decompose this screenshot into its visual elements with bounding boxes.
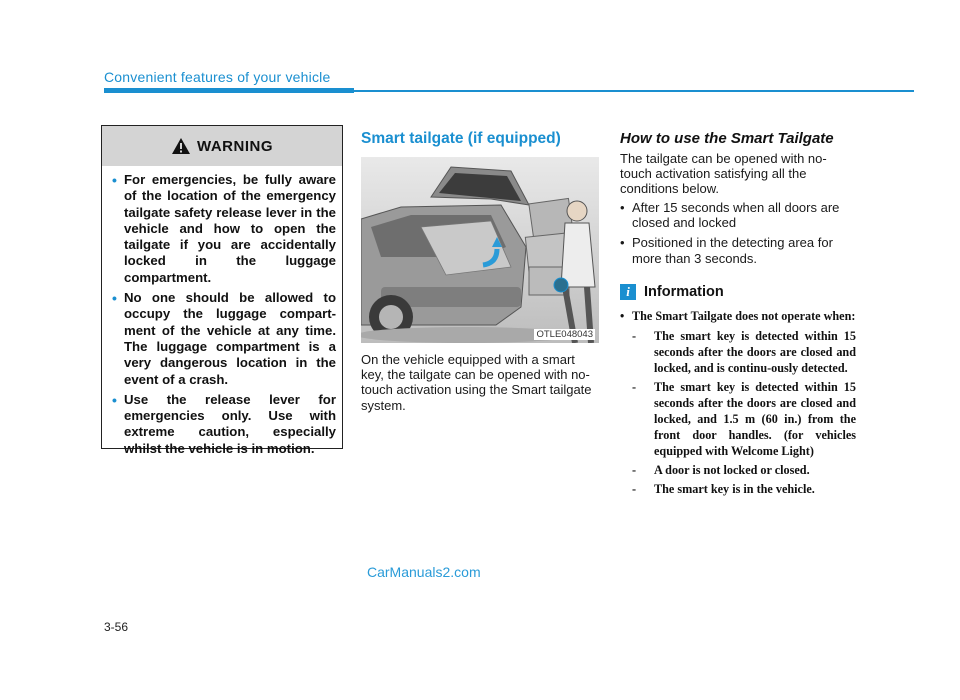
bullet-icon: • <box>620 309 625 323</box>
information-item <box>620 308 856 497</box>
warning-triangle-icon <box>171 137 191 155</box>
warning-item <box>112 290 336 388</box>
condition-item <box>620 235 856 265</box>
conditions-list <box>620 200 856 271</box>
information-subitem <box>632 328 856 376</box>
smart-tailgate-description: On the vehicle equipped with a smart key, the tailgate can be opened with no-touch activation using the Smart tailgate system. <box>361 352 592 413</box>
header-rule-thick <box>104 88 354 93</box>
information-header <box>620 284 724 300</box>
information-lead: The Smart Tailgate does not operate when: <box>632 309 856 323</box>
information-subitem <box>632 379 856 459</box>
bullet-icon: • <box>112 290 117 307</box>
smart-tailgate-heading: Smart tailgate (if equipped) <box>361 130 561 147</box>
how-to-heading: How to use the Smart Tailgate <box>620 130 834 147</box>
warning-item-text: No one should be allowed to occupy the luggage compart-ment of the vehicle at any time. The luggage compartment is a very dangerous location in the event of a crash. <box>124 290 336 387</box>
how-to-intro: The tailgate can be opened with no-touch activation satisfying all the conditions below. <box>620 151 827 197</box>
bullet-icon: • <box>620 200 625 215</box>
warning-list <box>112 172 336 461</box>
warning-item-text: For emergencies, be fully aware of the location of the emergency tailgate safety release lever in the vehicle and how to open the tailgate if you are accidentally locked in the luggage compartment. <box>124 172 336 285</box>
condition-text: After 15 seconds when all doors are closed and locked <box>632 200 840 231</box>
info-icon: i <box>620 284 636 300</box>
information-label: Information <box>644 284 724 300</box>
information-subitem-text: The smart key is detected within 15 seconds after the doors are closed and locked, and 1.5 m (60 in.) from the front door handles. (for vehicles equipped with Welcome Light) <box>654 380 856 458</box>
bullet-icon: • <box>620 235 625 251</box>
information-subitem-text: A door is not locked or closed. <box>654 463 810 477</box>
information-subitem-text: The smart key is in the vehicle. <box>654 482 815 496</box>
warning-box <box>101 125 343 456</box>
information-sublist <box>632 328 856 497</box>
condition-text: Positioned in the detecting area for more than 3 seconds. <box>632 235 833 266</box>
car-tailgate-image <box>361 157 599 343</box>
information-subitem <box>632 481 856 497</box>
bullet-icon: • <box>112 172 117 188</box>
warning-item <box>112 172 336 286</box>
information-subitem-text: The smart key is detected within 15 seconds after the doors are closed and locked, and is continu-ously detected. <box>654 329 856 375</box>
warning-item <box>112 392 336 457</box>
page-number: 3-56 <box>104 620 129 634</box>
information-subitem <box>632 462 856 478</box>
tailgate-illustration <box>361 157 599 343</box>
information-list <box>620 308 856 500</box>
header-rule-thin <box>354 90 914 92</box>
warning-item-text: Use the release lever for emergencies only. Use with extreme caution, especially whilst the vehicle is in motion. <box>124 391 336 456</box>
bullet-icon: • <box>112 391 117 408</box>
warning-header <box>102 126 342 166</box>
figure-caption: OTLE048043 <box>536 329 593 340</box>
dash-icon: - <box>632 463 637 477</box>
watermark-link[interactable]: CarManuals2.com <box>367 564 481 580</box>
warning-label: WARNING <box>197 137 273 155</box>
section-header-title: Convenient features of your vehicle <box>104 69 331 85</box>
dash-icon: - <box>632 380 637 394</box>
condition-item <box>620 200 856 230</box>
dash-icon: - <box>632 329 637 343</box>
dash-icon: - <box>632 482 637 496</box>
